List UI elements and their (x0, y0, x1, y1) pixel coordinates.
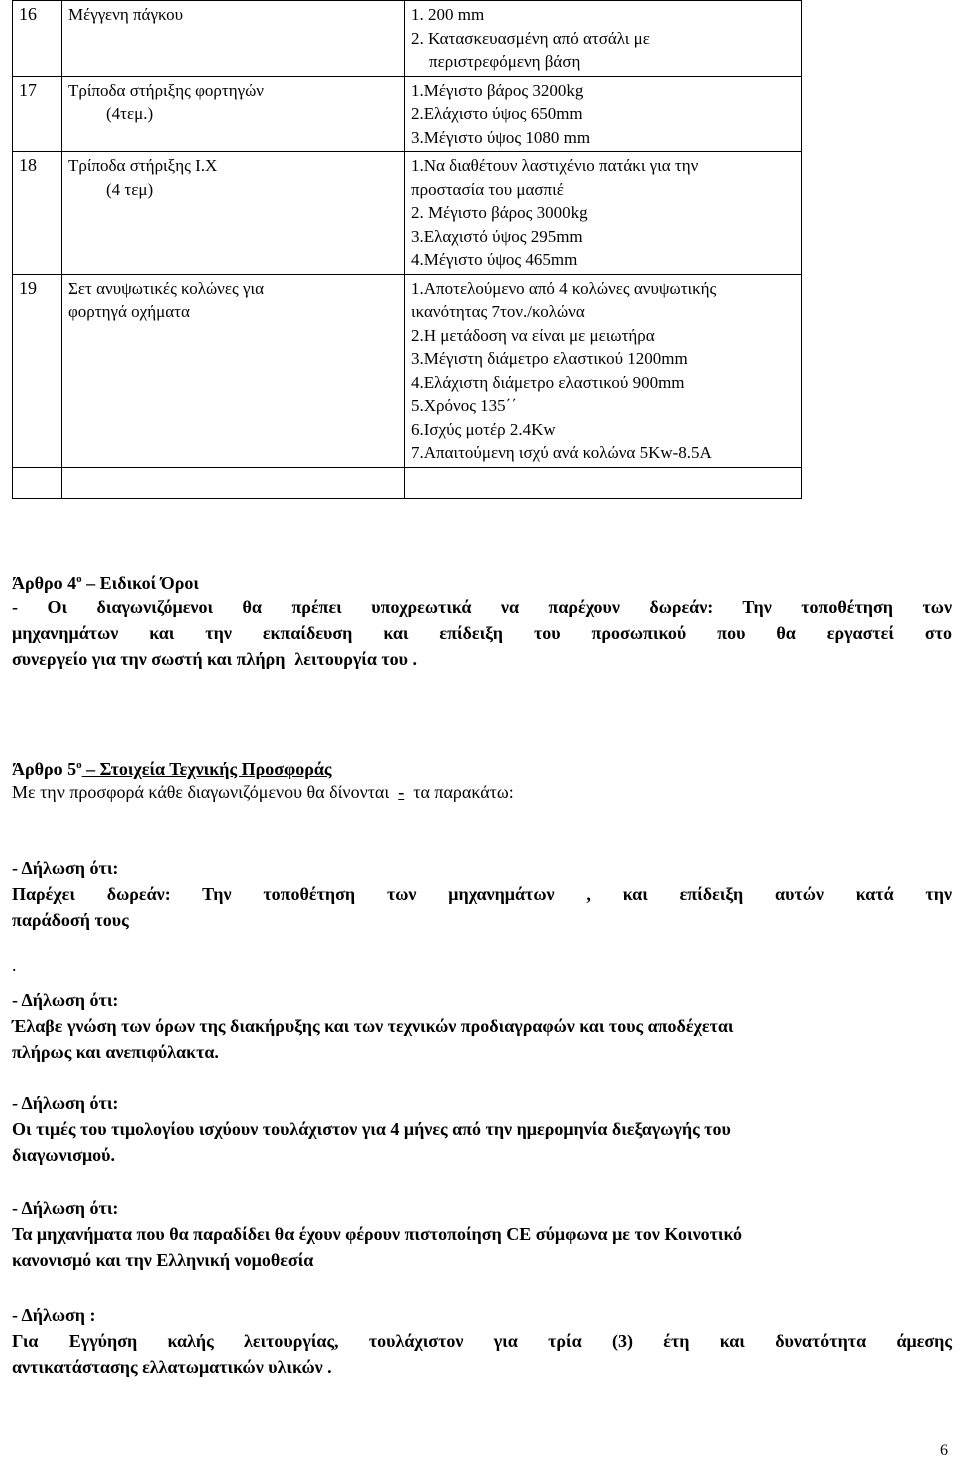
table-row (13, 274, 802, 467)
item-number: 16 (13, 1, 62, 77)
declaration-4: - Δήλωση ότι: Τα μηχανήματα που θα παραδίδει θα έχουν φέρουν πιστοποίηση CE σύμφωνα με τον Κοινοτικό κανονισμό και την Ελληνική νομοθεσία (12, 1198, 742, 1270)
item-name: Τρίποδα στήριξης φορτηγών (4τεμ.) (62, 76, 405, 152)
article-5-intro: Με την προσφορά κάθε διαγωνιζόμενου θα δίνονται - τα παρακάτω: (12, 782, 514, 802)
item-number: 18 (13, 152, 62, 275)
item-spec: 1.Να διαθέτουν λαστιχένιο πατάκι για την προστασία του μασπιέ 2. Μέγιστο βάρος 3000kg 3.Ελαχιστό ύψος 295mm 4.Μέγιστο ύψος 465mm (405, 152, 802, 275)
item-spec: 1. 200 mm 2. Κατασκευασμένη από ατσάλι με περιστρεφόμενη βάση (405, 1, 802, 77)
declaration-1: - Δήλωση ότι: Παρέχει δωρεάν: Την τοποθέτηση των μηχανημάτων , και επίδειξη αυτών κατά την παράδοσή τους (12, 858, 952, 930)
item-name: Σετ ανυψωτικές κολώνες για φορτηγά οχήματα (62, 274, 405, 467)
declaration-2: - Δήλωση ότι: Έλαβε γνώση των όρων της διακήρυξης και των τεχνικών προδιαγραφών και τους αποδέχεται πλήρως και ανεπιφύλακτα. (12, 990, 734, 1062)
item-number: 19 (13, 274, 62, 467)
table-row (13, 152, 802, 275)
equipment-spec-table (12, 0, 802, 499)
table-row (13, 76, 802, 152)
declaration-5: - Δήλωση : Για Εγγύηση καλής λειτουργίας, τουλάχιστον για τρία (3) έτη και δυνατότητα άμεσης αντικατάστασης ελλατωματικών υλικών . (12, 1305, 952, 1377)
table-row (13, 1, 802, 77)
declaration-3: - Δήλωση ότι: Οι τιμές του τιμολογίου ισχύουν τουλάχιστον για 4 μήνες από την ημερομηνία διεξαγωγής του διαγωνισμού. (12, 1093, 731, 1165)
item-name: Μέγγενη πάγκου (62, 1, 405, 77)
page-number: 6 (940, 1442, 948, 1459)
item-number: 17 (13, 76, 62, 152)
item-spec: 1.Αποτελούμενο από 4 κολώνες ανυψωτικής ικανότητας 7τον./κολώνα 2.Η μετάδοση να είναι με μειωτήρα 3.Μέγιστη διάμετρο ελαστικού 1200mm 4.Ελάχιστη διάμετρο ελαστικού 900mm 5.Χρόνος 135΄΄ 6.Ισχύς μοτέρ 2.4Kw 7.Απαιτούμενη ισχύ ανά κολώνα 5Kw-8.5A (405, 274, 802, 467)
article-5-title: Άρθρο $5^o$ – Στοιχεία Τεχνικής Προσφοράς (12, 759, 332, 779)
stray-dot: . (12, 955, 17, 975)
item-name: Τρίποδα στήριξης Ι.Χ (4 τεμ) (62, 152, 405, 275)
item-spec: 1.Μέγιστο βάρος 3200kg 2.Ελάχιστο ύψος 650mm 3.Μέγιστο ύψος 1080 mm (405, 76, 802, 152)
table-row-empty (13, 467, 802, 498)
article-4-title: Άρθρο $4^o$ – Ειδικοί Όροι (12, 573, 199, 593)
article-4-body: - Οι διαγωνιζόμενοι θα πρέπει υποχρεωτικά να παρέχουν δωρεάν: Την τοποθέτηση των μηχανημάτων και την εκπαίδευση και επίδειξη του προσωπικού που θα εργαστεί στο συνεργείο για την σωστή και πλήρη λειτουργία του . (12, 597, 952, 669)
